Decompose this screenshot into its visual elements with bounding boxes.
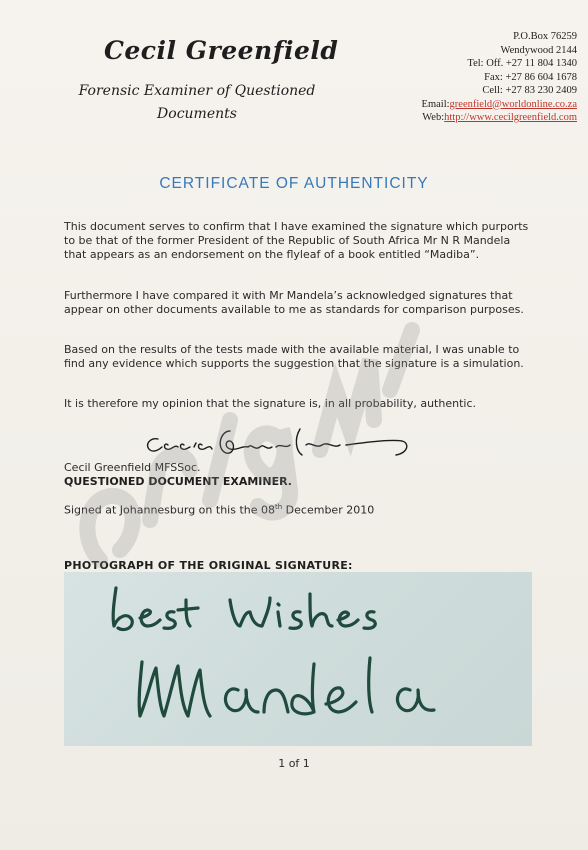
paragraph-examination: This document serves to confirm that I have examined the signature which purports to be that of the former President of the Republic of South Africa Mr N R Mandela that appears as an endorsement on the flyleaf of a book entitled “Madiba”.: [64, 220, 529, 261]
contact-cell: Cell: +27 83 230 2409: [482, 85, 577, 96]
web-link[interactable]: http://www.cecilgreenfield.com: [444, 112, 577, 123]
email-label: Email:: [421, 98, 450, 110]
contact-tel: Tel: Off. +27 11 804 1340: [467, 58, 577, 69]
contact-pobox: P.O.Box 76259: [513, 31, 577, 42]
web-label: Web:: [422, 112, 445, 123]
paragraph-results: Based on the results of the tests made with the available material, I was unable to find any evidence which supports the suggestion that the signature is a simulation.: [64, 343, 524, 370]
signer-title: QUESTIONED DOCUMENT EXAMINER.: [64, 475, 292, 488]
contact-fax: Fax: +27 86 604 1678: [484, 71, 577, 83]
paragraph-opinion: It is therefore my opinion that the signature is, in all probability, authentic.: [64, 397, 476, 410]
contact-web-row: [422, 111, 577, 125]
brand-tagline: Forensic Examiner of Questioned Documents: [78, 83, 316, 122]
paragraph-comparison: Furthermore I have compared it with Mr Mandela’s acknowledged signatures that appear on other documents available to me as standards for comparison purposes.: [64, 289, 524, 316]
signed-ordinal: th: [275, 503, 283, 511]
signed-prefix: Signed at Johannesburg on this the 08: [64, 503, 275, 517]
examiner-signature: [140, 425, 420, 461]
page-number: 1 of 1: [278, 757, 310, 770]
contact-block: [422, 30, 577, 125]
contact-email-row: [422, 98, 577, 112]
signer-name: Cecil Greenfield MFSSoc.: [64, 461, 201, 474]
brand-name: Cecil Greenfield: [104, 36, 339, 65]
signed-date-line: [64, 503, 374, 517]
handwritten-signature-image: [64, 572, 532, 746]
email-link[interactable]: greenfield@worldonline.co.za: [449, 98, 577, 110]
certificate-title: CERTIFICATE OF AUTHENTICITY: [159, 175, 429, 192]
signature-photograph: [64, 572, 532, 746]
signed-suffix: December 2010: [282, 503, 375, 517]
photo-heading: PHOTOGRAPH OF THE ORIGINAL SIGNATURE:: [64, 559, 353, 572]
contact-suburb: Wendywood 2144: [500, 44, 577, 56]
